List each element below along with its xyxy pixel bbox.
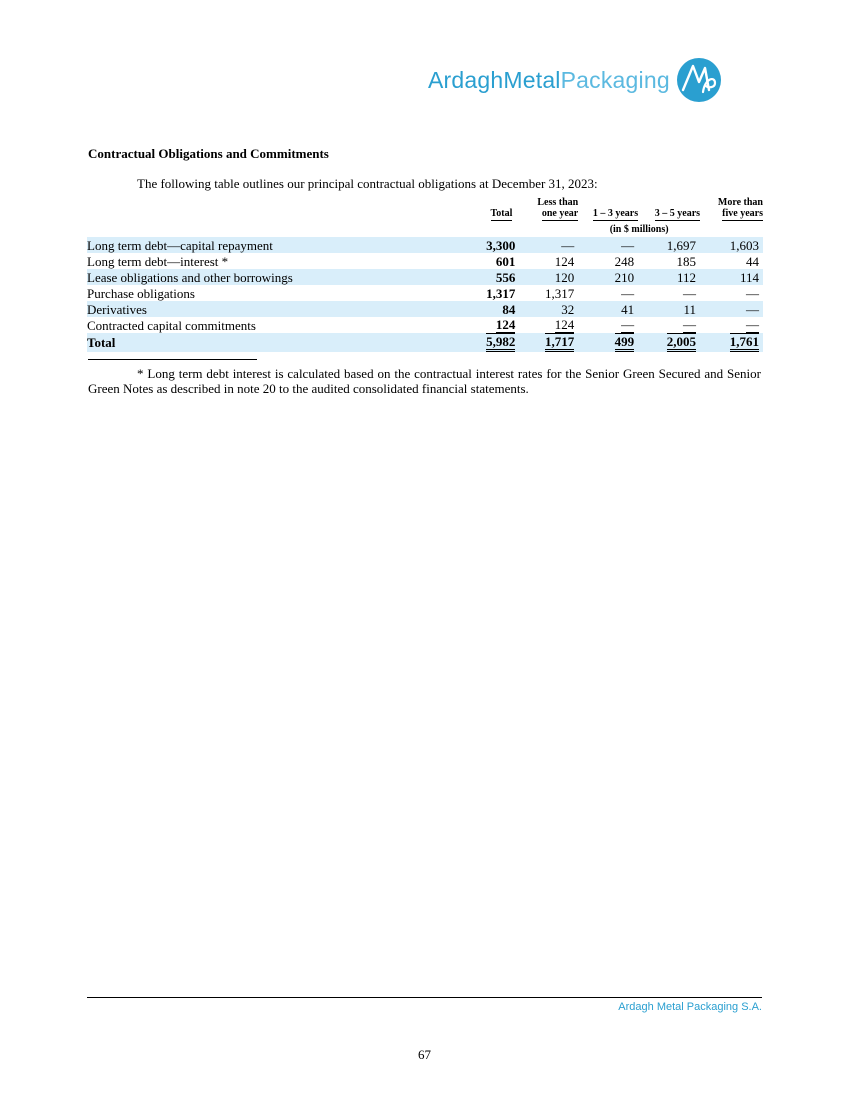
cell-1-3-years: — [578,237,638,253]
total-cell-less-than-one-year: 1,717 [545,333,574,352]
footnote: * Long term debt interest is calculated based on the contractual interest rates for the Senior Green Secured and Senior Green Notes as described in note 20 to the audited consolidated financial statements. [88,366,761,396]
table-row [87,253,763,269]
contractual-obligations-table [87,196,763,352]
cell-3-5-years: 112 [638,269,700,285]
cell-1-3-years: — [621,285,635,301]
cell-more-than-five-years: 44 [746,253,759,269]
header-3-5-years: 3 – 5 years [654,208,701,219]
cell-less-than-one-year: 124 [554,253,575,269]
footer-company-name: Ardagh Metal Packaging S.A. [618,1001,762,1013]
cell-3-5-years: — [683,317,697,332]
total-cell-1-3-years: 499 [615,333,635,352]
cell-more-than-five-years: — [746,285,759,301]
total-cell-more-than-five-years: 1,761 [730,333,759,352]
header-less-than-bottom: one year [541,208,579,219]
cell-less-than-one-year: 120 [519,269,578,285]
cell-1-3-years: — [621,317,635,332]
header-less-than-top: Less than [537,197,579,208]
row-label: Contracted capital commitments [87,317,256,333]
intro-paragraph: The following table outlines our principal contractual obligations at December 31, 2023: [137,176,598,191]
cell-total: 3,300 [448,237,519,253]
row-label: Long term debt—interest * [87,253,229,269]
cell-more-than-five-years: 114 [700,269,763,285]
cell-1-3-years: 41 [578,301,638,317]
logo-word-packaging: Packaging [560,66,670,93]
cell-total: 601 [495,253,516,269]
table-total-row [87,333,763,352]
cell-less-than-one-year: 32 [519,301,578,317]
footnote-divider [88,359,257,360]
row-label: Purchase obligations [87,285,195,301]
cell-total: 556 [448,269,519,285]
header-1-3-years: 1 – 3 years [592,208,639,219]
header-more-than-bottom: five years [722,208,763,219]
logo-wordmark [428,67,670,94]
table-row [87,269,763,285]
header-units: (in $ millions) [609,223,669,235]
cell-more-than-five-years: 1,603 [700,237,763,253]
table-row [87,237,763,253]
total-row-label: Total [87,333,448,352]
logo-word-ardagh: Ardagh [428,66,504,93]
table-row [87,285,763,301]
total-cell-3-5-years: 2,005 [667,333,696,352]
row-label: Long term debt—capital repayment [87,237,448,253]
cell-less-than-one-year: — [519,237,578,253]
cell-3-5-years: 11 [638,301,700,317]
footer-divider [87,997,762,998]
company-logo [428,52,723,108]
cell-more-than-five-years: — [700,301,763,317]
cell-3-5-years: — [683,285,697,301]
header-more-than-top: More than [717,197,763,208]
cell-less-than-one-year: 124 [554,317,575,332]
cell-1-3-years: 210 [578,269,638,285]
logo-word-metal: Metal [503,66,561,93]
cell-total: 84 [448,301,519,317]
cell-total: 1,317 [486,285,516,301]
total-cell-total: 5,982 [486,333,515,352]
cell-3-5-years: 1,697 [638,237,700,253]
row-label: Lease obligations and other borrowings [87,269,448,285]
row-label: Derivatives [87,301,448,317]
amp-logo-mark-icon [675,56,723,104]
header-total: Total [490,208,513,219]
cell-more-than-five-years: — [746,317,759,332]
cell-total: 124 [495,317,516,332]
page-number: 67 [418,1047,431,1062]
cell-1-3-years: 248 [614,253,635,269]
section-heading: Contractual Obligations and Commitments [88,146,329,161]
table-row [87,317,763,333]
table-row [87,301,763,317]
cell-3-5-years: 185 [676,253,697,269]
cell-less-than-one-year: 1,317 [545,285,575,301]
